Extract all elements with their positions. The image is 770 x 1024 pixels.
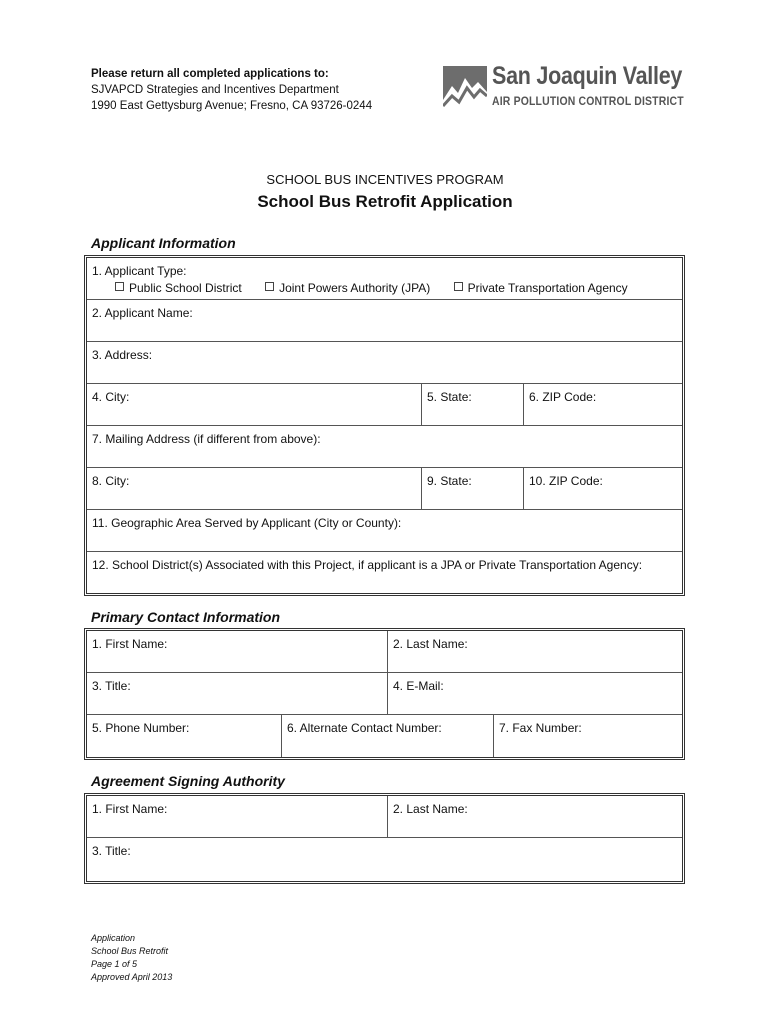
mailing-city-field[interactable] — [87, 468, 421, 509]
contact-heading: Primary Contact Information — [91, 609, 281, 625]
zip-label: 6. ZIP Code: — [529, 390, 597, 404]
applicant-heading: Applicant Information — [91, 235, 236, 251]
mountain-logo-icon — [443, 66, 487, 110]
mailing-city-state-zip-row — [87, 468, 682, 510]
fax-label: 7. Fax Number: — [499, 721, 582, 735]
signing-heading: Agreement Signing Authority — [91, 773, 285, 789]
program-name: SCHOOL BUS INCENTIVES PROGRAM — [266, 172, 504, 187]
approval-date: Approved April 2013 — [91, 972, 173, 982]
state-field[interactable] — [421, 384, 523, 425]
mailing-address-field[interactable] — [87, 426, 682, 468]
contact-last-name-field[interactable] — [387, 631, 682, 672]
geographic-area-field[interactable] — [87, 510, 682, 552]
option-jpa[interactable]: Joint Powers Authority (JPA) — [265, 281, 430, 295]
zip-field[interactable] — [523, 384, 682, 425]
fax-field[interactable] — [493, 715, 682, 757]
contact-table — [84, 628, 685, 760]
applicant-type-options — [115, 281, 648, 295]
contact-email-field[interactable] — [387, 673, 682, 714]
contact-phone-row — [87, 715, 682, 757]
city-field[interactable] — [87, 384, 421, 425]
contact-title-email-row — [87, 673, 682, 715]
footer-doc-type: Application — [91, 933, 136, 943]
signing-name-row — [87, 796, 682, 838]
address-label: 3. Address: — [92, 348, 153, 362]
contact-title-label: 3. Title: — [92, 679, 131, 693]
applicant-name-label: 2. Applicant Name: — [92, 306, 193, 320]
signing-last-name-field[interactable] — [387, 796, 682, 837]
applicant-name-field[interactable] — [87, 300, 682, 342]
applicant-type-label: 1. Applicant Type: — [92, 264, 187, 278]
state-label: 5. State: — [427, 390, 472, 404]
signing-table — [84, 793, 685, 884]
logo-line-1: San Joaquin Valley — [492, 62, 683, 90]
contact-first-name-label: 1. First Name: — [92, 637, 168, 651]
mailing-zip-label: 10. ZIP Code: — [529, 474, 603, 488]
signing-first-name-field[interactable] — [87, 796, 387, 837]
applicant-table — [84, 255, 685, 596]
alt-contact-field[interactable] — [281, 715, 493, 757]
option-private-agency[interactable]: Private Transportation Agency — [454, 281, 628, 295]
school-district-label: 12. School District(s) Associated with this Project, if applicant is a JPA or Private Transportation Agency: — [92, 558, 643, 572]
contact-name-row — [87, 631, 682, 673]
contact-first-name-field[interactable] — [87, 631, 387, 672]
alt-contact-label: 6. Alternate Contact Number: — [287, 721, 442, 735]
mailing-state-label: 9. State: — [427, 474, 472, 488]
phone-field[interactable] — [87, 715, 281, 757]
geographic-area-label: 11. Geographic Area Served by Applicant (City or County): — [92, 516, 402, 530]
phone-label: 5. Phone Number: — [92, 721, 190, 735]
city-label: 4. City: — [92, 390, 130, 404]
footer-doc-name: School Bus Retrofit — [91, 946, 169, 956]
mailing-address-label: 7. Mailing Address (if different from above): — [92, 432, 321, 446]
mailing-zip-field[interactable] — [523, 468, 682, 509]
department-name: SJVAPCD Strategies and Incentives Department — [91, 84, 339, 96]
signing-first-name-label: 1. First Name: — [92, 802, 168, 816]
city-state-zip-row — [87, 384, 682, 426]
return-label: Please return all completed applications to: — [91, 68, 329, 80]
contact-last-name-label: 2. Last Name: — [393, 637, 468, 651]
school-district-field[interactable] — [87, 552, 682, 593]
signing-title-field[interactable] — [87, 838, 682, 881]
contact-title-field[interactable] — [87, 673, 387, 714]
option-public-school[interactable]: Public School District — [115, 281, 242, 295]
signing-last-name-label: 2. Last Name: — [393, 802, 468, 816]
sjvapcd-logo — [443, 62, 684, 112]
applicant-type-row — [87, 258, 682, 300]
page-number: Page 1 of 5 — [91, 959, 138, 969]
mailing-address: 1990 East Gettysburg Avenue; Fresno, CA 93726-0244 — [91, 100, 373, 112]
checkbox-icon[interactable] — [454, 282, 463, 291]
footer — [91, 932, 172, 984]
contact-email-label: 4. E-Mail: — [393, 679, 444, 693]
checkbox-icon[interactable] — [115, 282, 124, 291]
mailing-city-label: 8. City: — [92, 474, 130, 488]
logo-line-2: AIR POLLUTION CONTROL DISTRICT — [492, 94, 684, 108]
mailing-state-field[interactable] — [421, 468, 523, 509]
return-address-block — [91, 66, 372, 114]
signing-title-label: 3. Title: — [92, 844, 131, 858]
page-title: School Bus Retrofit Application — [257, 192, 513, 211]
address-field[interactable] — [87, 342, 682, 384]
checkbox-icon[interactable] — [265, 282, 274, 291]
